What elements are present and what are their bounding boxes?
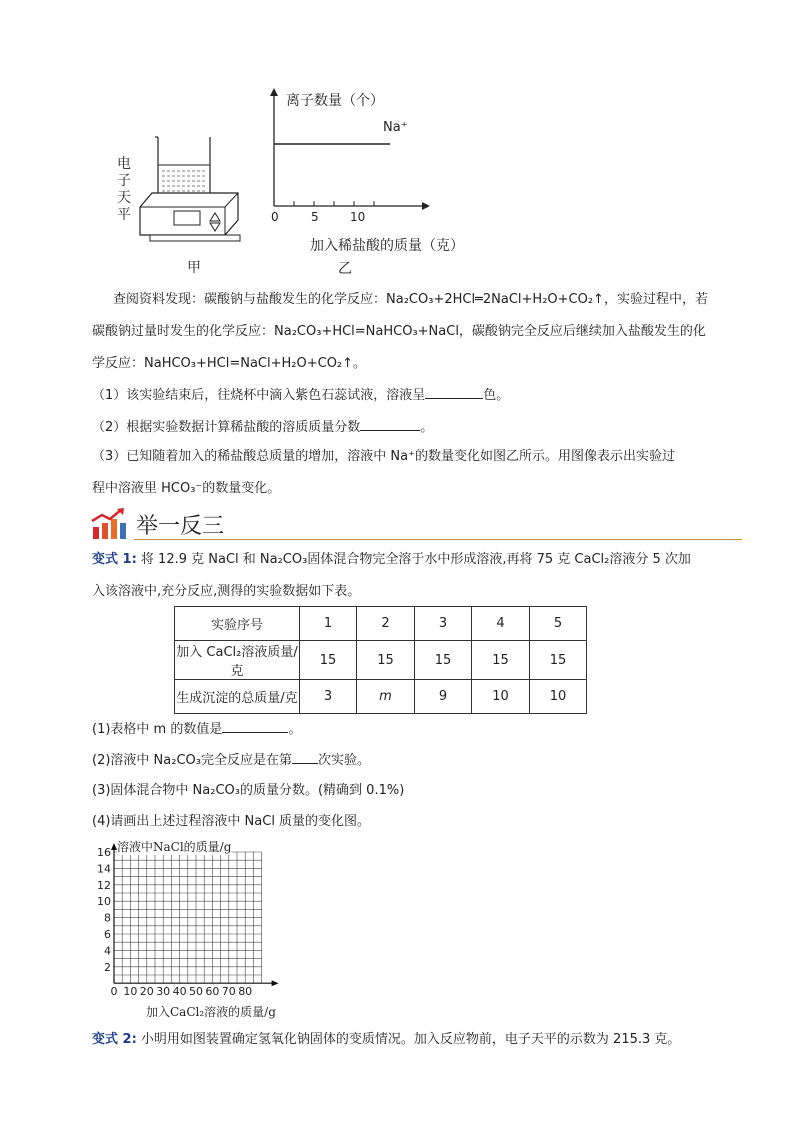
figure-yi-caption: 乙 <box>338 261 352 277</box>
variant-1-intro <box>92 550 691 570</box>
table-cell: 15 <box>300 641 357 680</box>
table-cell: 15 <box>357 641 415 680</box>
table-row <box>175 607 587 641</box>
grid-y-tick: 14 <box>97 862 111 876</box>
grid-y-tick: 8 <box>104 911 111 925</box>
grid-x-tick: 10 <box>123 985 138 999</box>
paragraph-line: 碳酸钠过量时发生的化学反应：Na₂CO₃+HCl=NaHCO₃+NaCl，碳酸钠完全反应后继续加入盐酸发生的化 <box>92 324 706 339</box>
question-1-suffix: 色。 <box>483 388 510 403</box>
variant-2-intro <box>92 1030 680 1050</box>
table-cell: m <box>357 680 415 714</box>
question-3-line: （3）已知随着加入的稀盐酸总质量的增加，溶液中 Na⁺的数量变化如图乙所示。用图像表示出实验过 <box>92 449 675 464</box>
answer-blank[interactable] <box>360 416 420 431</box>
table-row <box>175 641 587 680</box>
table-cell: 5 <box>530 607 587 641</box>
sub-question-2-suffix: 次实验。 <box>317 753 370 768</box>
grid-x-tick: 0 <box>110 985 118 999</box>
sub-question-3: (3)固体混合物中 Na₂CO₃的质量分数。(精确到 0.1%) <box>92 783 405 798</box>
table-cell: 2 <box>357 607 415 641</box>
ion-chart-x-label: 加入稀盐酸的质量（克） <box>310 238 464 254</box>
sub-question-1-suffix: 。 <box>288 722 302 737</box>
question-2-text: （2）根据实验数据计算稀盐酸的溶质质量分数 <box>92 420 361 435</box>
y-axis-arrow <box>270 88 278 96</box>
question-2 <box>92 416 433 438</box>
sub-question-1 <box>92 718 301 740</box>
grid-y-tick: 6 <box>104 928 111 941</box>
nacl-grid-chart <box>88 838 298 1023</box>
scale-label-char: 子 <box>117 173 131 189</box>
question-2-suffix: 。 <box>420 420 434 435</box>
answer-blank[interactable] <box>222 718 288 733</box>
variant-2-text: 小明用如图装置确定氢氧化钠固体的变质情况。加入反应物前，电子天平的示数为 215.3 克。 <box>136 1032 681 1047</box>
table-cell: 10 <box>472 680 530 714</box>
grid-x-tick: 50 <box>189 985 203 999</box>
question-1-text: （1）该实验结束后，往烧杯中滴入紫色石蕊试液，溶液呈 <box>92 388 426 403</box>
sub-question-1-text: (1)表格中 m 的数值是 <box>92 722 223 737</box>
table-cell: 3 <box>300 680 357 714</box>
ion-chart-y-label: 离子数量（个） <box>286 93 384 109</box>
ion-chart-x-tick: 10 <box>350 210 366 224</box>
grid-svg <box>88 838 298 1023</box>
table-cell: 1 <box>300 607 357 641</box>
grid-x-tick: 20 <box>139 985 154 999</box>
experiment-table <box>174 606 587 714</box>
question-1 <box>92 384 509 406</box>
table-cell: 10 <box>530 680 587 714</box>
chart-growth-icon <box>90 507 130 541</box>
section-divider <box>134 539 742 540</box>
scale-label-char: 天 <box>117 190 131 206</box>
grid-y-tick: 12 <box>97 878 111 892</box>
paragraph-line: 学反应：NaHCO₃+HCl=NaCl+H₂O+CO₂↑。 <box>92 356 367 371</box>
sub-question-2-text: (2)溶液中 Na₂CO₃完全反应是在第 <box>92 753 292 768</box>
paragraph-line: 查阅资料发现：碳酸钠与盐酸发生的化学反应：Na₂CO₃+2HCl═2NaCl+H₂O+CO₂↑，实验过程中，若 <box>113 292 708 307</box>
ion-chart-x-tick: 0 <box>271 210 279 224</box>
table-cell: 9 <box>415 680 472 714</box>
grid-x-tick: 40 <box>172 985 187 999</box>
table-row <box>175 680 587 714</box>
answer-blank[interactable] <box>292 749 318 764</box>
ion-chart-series-label: Na⁺ <box>383 120 408 135</box>
table-cell: 加入 CaCl₂溶液质量/克 <box>175 641 300 680</box>
variant-1-label: 变式 1: <box>92 552 137 567</box>
section-header <box>90 505 742 545</box>
variant-1-intro-line2: 入该溶液中,充分反应,测得的实验数据如下表。 <box>92 584 361 599</box>
answer-blank[interactable] <box>425 384 483 399</box>
ion-chart-x-tick: 5 <box>311 210 319 224</box>
table-cell: 15 <box>530 641 587 680</box>
variant-2-label: 变式 2: <box>92 1032 137 1047</box>
question-3-line: 程中溶液里 HCO₃⁻的数量变化。 <box>92 481 281 496</box>
scale-label-char: 电 <box>117 156 131 172</box>
section-title: 举一反三 <box>136 514 225 539</box>
grid-y-tick: 16 <box>97 846 111 859</box>
grid-y-tick: 10 <box>97 895 111 909</box>
grid-x-tick: 80 <box>238 985 253 999</box>
grid-x-axis-arrow <box>272 980 279 986</box>
grid-chart-y-label: 溶液中NaCl的质量/g <box>117 840 232 854</box>
scale-label <box>116 156 132 224</box>
x-axis-arrow <box>422 202 430 210</box>
table-cell: 15 <box>415 641 472 680</box>
table-cell: 实验序号 <box>175 607 300 641</box>
sub-question-4: (4)请画出上述过程溶液中 NaCl 质量的变化图。 <box>92 814 371 829</box>
scale-label-char: 平 <box>117 207 131 223</box>
table-cell: 生成沉淀的总质量/克 <box>175 680 300 714</box>
grid-chart-x-label: 加入CaCl₂溶液的质量/g <box>146 1005 276 1019</box>
grid-y-tick: 2 <box>104 960 111 974</box>
table-cell: 3 <box>415 607 472 641</box>
grid-x-tick: 60 <box>205 985 220 999</box>
grid-x-tick: 30 <box>156 985 171 999</box>
sub-question-2 <box>92 749 370 771</box>
figure-jia-caption: 甲 <box>187 260 201 276</box>
table-cell: 4 <box>472 607 530 641</box>
table-cell: 15 <box>472 641 530 680</box>
variant-1-text: 将 12.9 克 NaCl 和 Na₂CO₃固体混合物完全溶于水中形成溶液,再将 75 克 CaCl₂溶液分 5 次加 <box>136 552 691 567</box>
grid-y-tick: 4 <box>104 944 111 958</box>
grid-x-tick: 70 <box>221 985 236 999</box>
